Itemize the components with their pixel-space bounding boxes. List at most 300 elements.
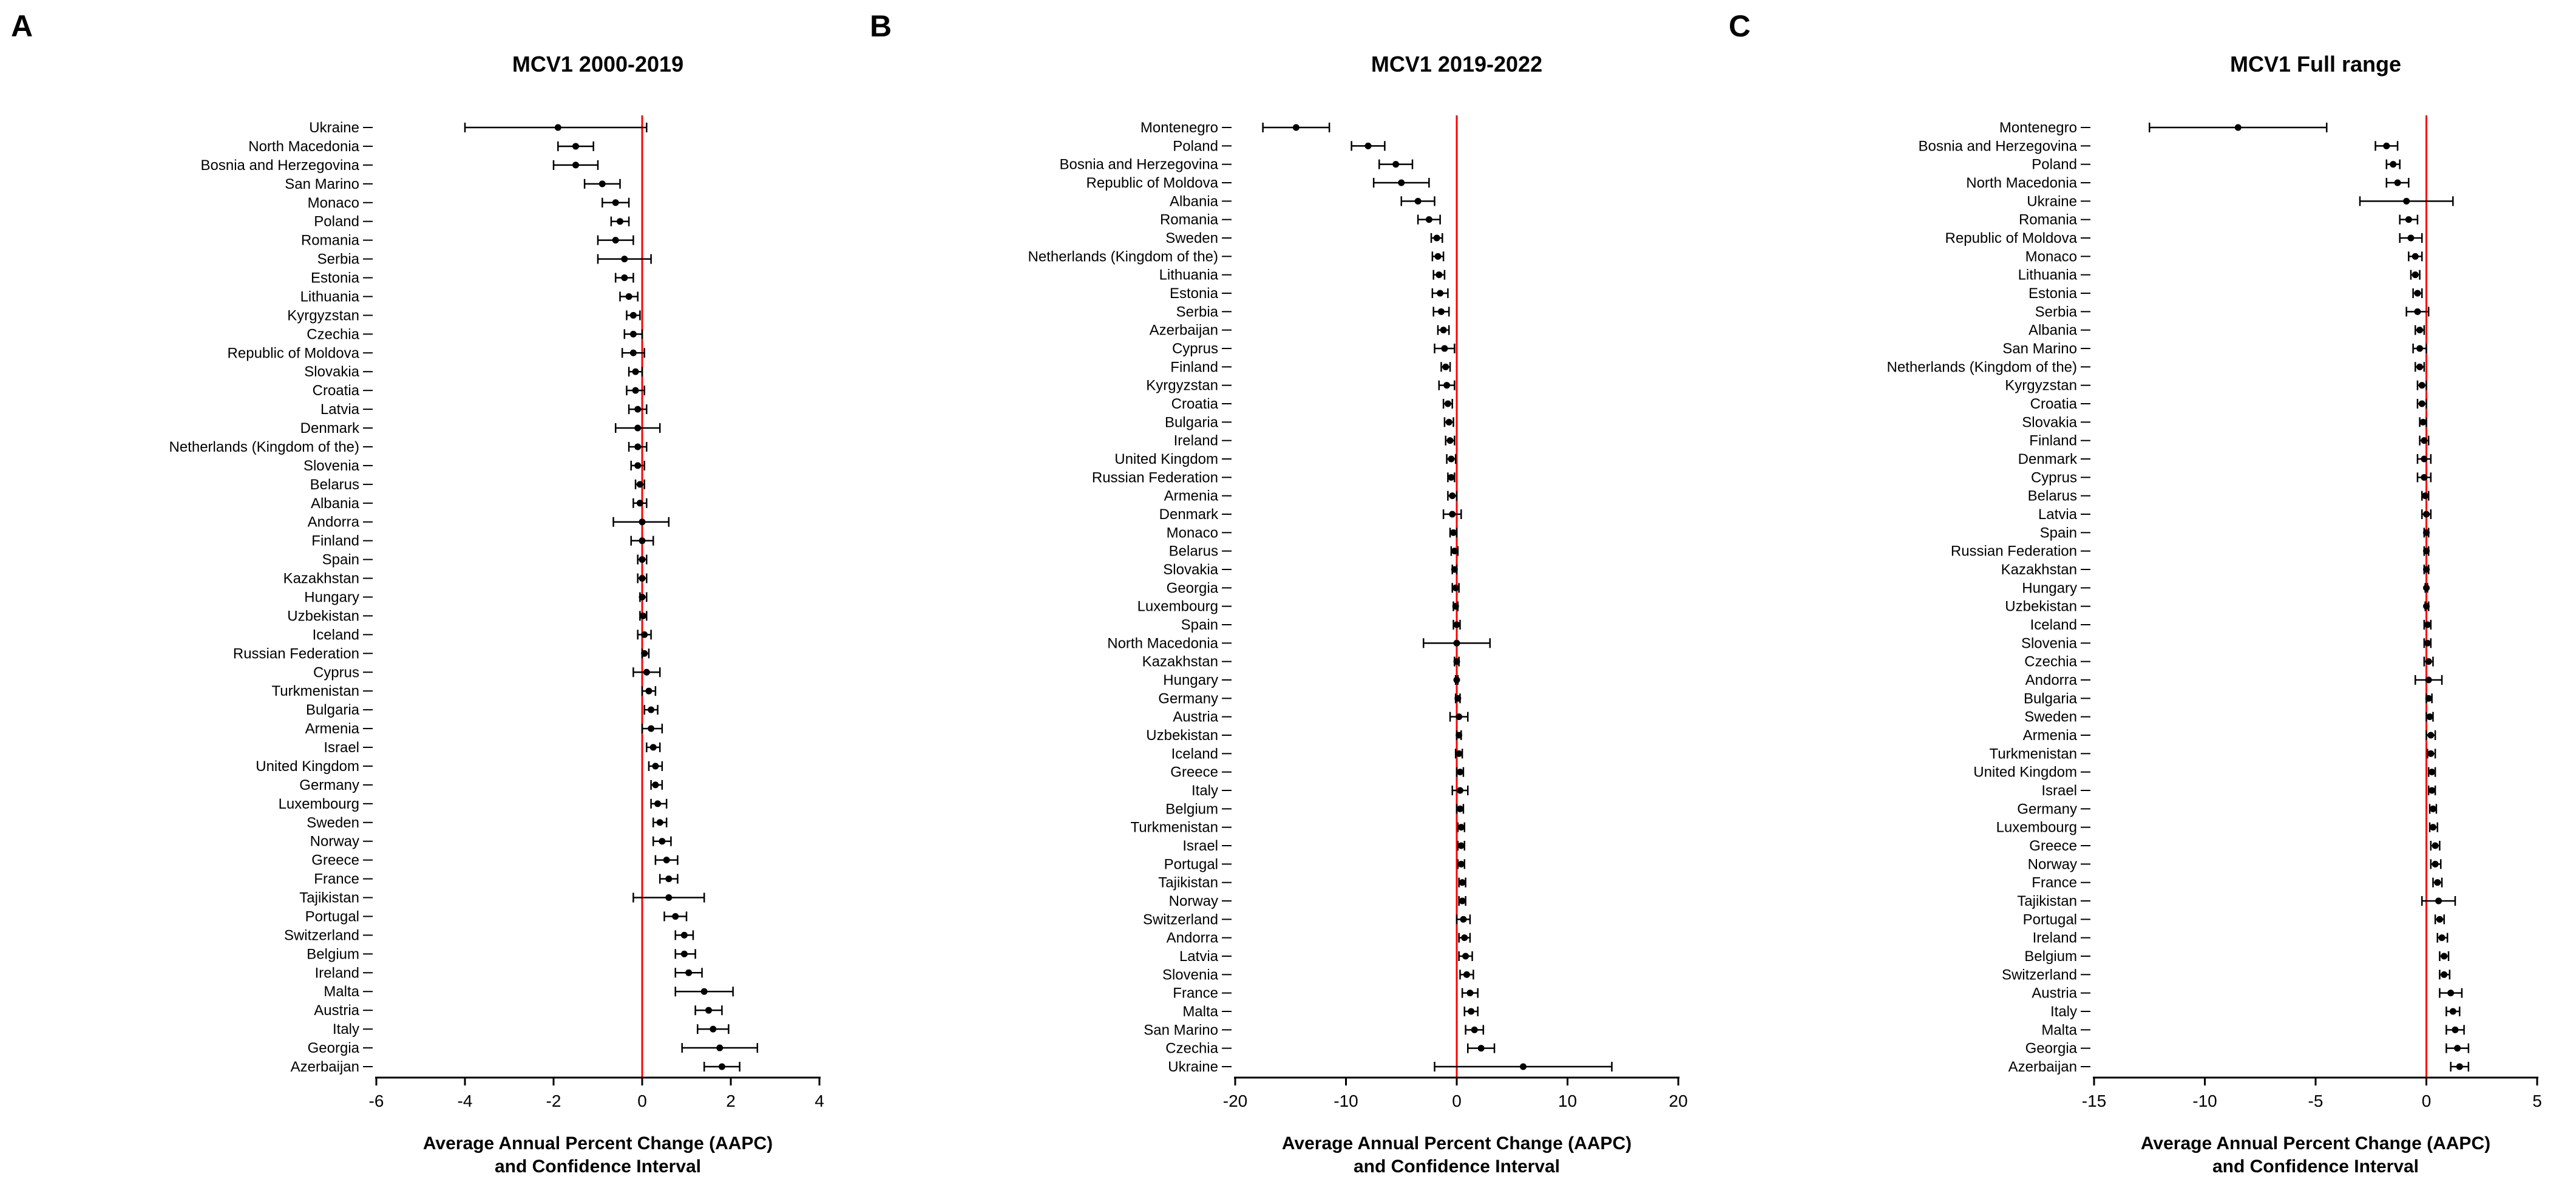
country-label: Denmark <box>1159 506 1218 523</box>
point-estimate-marker <box>2422 492 2429 499</box>
point-estimate-marker <box>630 312 637 319</box>
point-estimate-marker <box>1461 934 1468 941</box>
country-label: Uzbekistan <box>1146 727 1218 744</box>
country-label: Israel <box>324 739 359 756</box>
point-estimate-marker <box>2419 401 2425 407</box>
country-label: Netherlands (Kingdom of the) <box>169 438 359 455</box>
country-label: Bosnia and Herzegovina <box>1059 156 1218 173</box>
country-label: Bosnia and Herzegovina <box>1918 138 2077 155</box>
point-estimate-marker <box>1471 1027 1478 1033</box>
country-label: San Marino <box>285 175 359 192</box>
country-label: Iceland <box>312 627 359 644</box>
country-label: United Kingdom <box>1114 451 1218 467</box>
country-label: Uzbekistan <box>287 608 359 625</box>
country-label: Estonia <box>310 270 359 287</box>
country-label: Portugal <box>1164 856 1218 873</box>
point-estimate-marker <box>648 725 654 732</box>
country-label: Kyrgyzstan <box>287 307 359 324</box>
point-estimate-marker <box>2456 1064 2463 1070</box>
point-estimate-marker <box>1398 180 1405 186</box>
point-estimate-marker <box>2432 861 2439 868</box>
x-tick-label: 4 <box>815 1092 824 1110</box>
point-estimate-marker <box>2425 658 2432 665</box>
point-estimate-marker <box>1466 990 1473 996</box>
point-estimate-marker <box>2423 529 2430 536</box>
point-estimate-marker <box>2416 345 2423 352</box>
country-label: Georgia <box>2025 1040 2077 1057</box>
country-label: Azerbaijan <box>290 1059 359 1075</box>
country-label: Serbia <box>317 251 359 268</box>
point-estimate-marker <box>1459 898 1466 905</box>
country-label: Bulgaria <box>1164 414 1218 431</box>
point-estimate-marker <box>1468 1008 1474 1015</box>
country-label: Tajikistan <box>1158 874 1218 891</box>
point-estimate-marker <box>2421 474 2427 481</box>
point-estimate-marker <box>2420 419 2427 426</box>
point-estimate-marker <box>2405 216 2412 223</box>
point-estimate-marker <box>630 331 637 338</box>
point-estimate-marker <box>2424 640 2431 647</box>
point-estimate-marker <box>621 274 628 281</box>
x-tick-label: 10 <box>1557 1092 1578 1110</box>
country-label: Azerbaijan <box>1149 322 1218 339</box>
country-label: Hungary <box>1163 672 1218 688</box>
x-tick-label: 0 <box>1452 1092 1462 1110</box>
chart-title: MCV1 2000-2019 <box>512 52 684 76</box>
point-estimate-marker <box>1459 879 1466 886</box>
x-axis-title-line1: Average Annual Percent Change (AAPC) <box>2140 1133 2491 1153</box>
point-estimate-marker <box>640 613 646 619</box>
country-label: Latvia <box>2038 506 2077 523</box>
country-label: Andorra <box>307 514 359 531</box>
country-label: Switzerland <box>1142 911 1218 928</box>
point-estimate-marker <box>1449 511 1456 518</box>
country-label: Tajikistan <box>299 889 359 906</box>
country-label: Belarus <box>1168 543 1218 560</box>
country-label: Italy <box>2050 1004 2077 1020</box>
point-estimate-marker <box>701 988 708 995</box>
point-estimate-marker <box>639 594 646 600</box>
country-label: Netherlands (Kingdom of the) <box>1028 248 1218 265</box>
panel-label-c: C <box>1729 9 1751 43</box>
country-label: Serbia <box>2035 304 2077 321</box>
point-estimate-marker <box>1454 622 1460 628</box>
country-label: Switzerland <box>283 927 359 944</box>
country-label: United Kingdom <box>1973 764 2077 781</box>
country-label: Turkmenistan <box>271 683 359 700</box>
country-label: Germany <box>299 776 359 793</box>
point-estimate-marker <box>1456 750 1462 757</box>
country-label: Belgium <box>2024 948 2077 965</box>
point-estimate-marker <box>652 781 659 788</box>
country-label: Turkmenistan <box>1130 819 1218 836</box>
country-label: Republic of Moldova <box>1945 230 2077 246</box>
country-label: Tajikistan <box>2017 893 2077 909</box>
country-label: Slovenia <box>2021 635 2077 652</box>
country-label: Luxembourg <box>278 795 359 812</box>
country-label: Ukraine <box>309 120 359 136</box>
chart-title: MCV1 Full range <box>2229 52 2402 76</box>
country-label: Albania <box>310 495 359 512</box>
country-label: Croatia <box>2030 396 2077 412</box>
country-label: Monaco <box>1166 525 1218 542</box>
point-estimate-marker <box>1458 824 1465 830</box>
point-estimate-marker <box>1392 161 1399 168</box>
country-label: Republic of Moldova <box>1086 175 1218 191</box>
country-label: Georgia <box>1166 580 1218 597</box>
point-estimate-marker <box>2412 271 2419 278</box>
point-estimate-marker <box>1454 677 1460 684</box>
point-estimate-marker <box>617 218 623 225</box>
point-estimate-marker <box>2423 603 2430 610</box>
country-label: Greece <box>2029 838 2077 854</box>
country-label: Slovakia <box>304 364 359 381</box>
country-label: Belarus <box>2027 487 2077 504</box>
country-label: Lithuania <box>300 288 359 305</box>
country-label: North Macedonia <box>248 138 359 155</box>
country-label: Azerbaijan <box>2008 1059 2077 1075</box>
point-estimate-marker <box>639 575 646 582</box>
point-estimate-marker <box>1458 861 1465 868</box>
point-estimate-marker <box>2429 769 2435 775</box>
point-estimate-marker <box>1450 529 1457 536</box>
point-estimate-marker <box>1448 474 1454 481</box>
point-estimate-marker <box>1441 345 1448 352</box>
point-estimate-marker <box>1437 290 1443 297</box>
x-tick-label: -15 <box>2081 1092 2107 1110</box>
country-label: Czechia <box>1165 1040 1218 1057</box>
country-label: Cyprus <box>2030 469 2077 486</box>
country-label: Denmark <box>300 420 359 437</box>
point-estimate-marker <box>632 387 639 394</box>
country-label: Turkmenistan <box>1989 746 2077 763</box>
point-estimate-marker <box>632 369 639 375</box>
point-estimate-marker <box>612 199 619 206</box>
point-estimate-marker <box>1447 437 1454 444</box>
point-estimate-marker <box>2427 750 2434 757</box>
panel-a <box>0 0 859 1199</box>
point-estimate-marker <box>1456 713 1462 720</box>
point-estimate-marker <box>1426 216 1432 223</box>
panel-label-b: B <box>870 9 892 43</box>
point-estimate-marker <box>1452 585 1459 591</box>
point-estimate-marker <box>2423 566 2430 573</box>
x-tick-label: -10 <box>1334 1092 1358 1110</box>
country-label: Spain <box>1181 617 1218 633</box>
country-label: North Macedonia <box>1966 175 2077 191</box>
x-tick-label: -5 <box>2308 1092 2323 1110</box>
country-label: Italy <box>332 1021 359 1038</box>
point-estimate-marker <box>716 1045 723 1051</box>
point-estimate-marker <box>2235 124 2242 131</box>
point-estimate-marker <box>572 143 579 149</box>
country-label: Kazakhstan <box>283 570 359 587</box>
point-estimate-marker <box>634 443 641 450</box>
country-label: Israel <box>2041 783 2077 799</box>
chart-title: MCV1 2019-2022 <box>1371 52 1543 76</box>
point-estimate-marker <box>572 161 579 168</box>
point-estimate-marker <box>657 819 663 826</box>
point-estimate-marker <box>639 518 646 525</box>
country-label: Norway <box>2027 856 2077 873</box>
point-estimate-marker <box>685 970 692 976</box>
x-axis-title-line1: Average Annual Percent Change (AAPC) <box>422 1133 773 1153</box>
forest-plot <box>0 0 859 1199</box>
country-label: Croatia <box>312 382 359 399</box>
country-label: Republic of Moldova <box>227 345 359 362</box>
point-estimate-marker <box>2421 456 2427 463</box>
country-label: Denmark <box>2018 451 2077 467</box>
country-label: Germany <box>1158 690 1218 707</box>
point-estimate-marker <box>2429 787 2435 794</box>
point-estimate-marker <box>2423 548 2430 554</box>
point-estimate-marker <box>2423 511 2430 518</box>
x-tick-label: -4 <box>457 1092 473 1110</box>
point-estimate-marker <box>2430 824 2436 830</box>
point-estimate-marker <box>2412 253 2419 260</box>
point-estimate-marker <box>599 180 606 187</box>
point-estimate-marker <box>1454 695 1461 702</box>
country-label: France <box>2032 874 2077 891</box>
country-label: Poland <box>2032 156 2077 173</box>
point-estimate-marker <box>1457 769 1463 775</box>
country-label: Norway <box>310 833 359 850</box>
point-estimate-marker <box>650 744 657 751</box>
point-estimate-marker <box>2425 677 2432 684</box>
point-estimate-marker <box>665 875 672 882</box>
x-tick-label: 0 <box>2421 1092 2432 1110</box>
country-label: Portugal <box>2022 911 2077 928</box>
point-estimate-marker <box>637 481 643 487</box>
country-label: Iceland <box>1171 746 1218 763</box>
country-label: Belgium <box>1165 801 1218 818</box>
country-label: Bosnia and Herzegovina <box>200 157 359 174</box>
country-label: Czechia <box>2024 653 2077 670</box>
country-label: Ireland <box>1173 432 1218 449</box>
x-tick-label: 0 <box>637 1092 647 1110</box>
country-label: Uzbekistan <box>2005 598 2077 615</box>
x-tick-label: -6 <box>368 1092 384 1110</box>
point-estimate-marker <box>705 1007 712 1014</box>
country-label: San Marino <box>2002 341 2077 357</box>
point-estimate-marker <box>634 406 641 413</box>
point-estimate-marker <box>1454 640 1460 647</box>
point-estimate-marker <box>2414 308 2421 315</box>
country-label: Russian Federation <box>1950 543 2077 560</box>
point-estimate-marker <box>2430 806 2436 812</box>
point-estimate-marker <box>2423 585 2430 591</box>
point-estimate-marker <box>612 237 619 243</box>
point-estimate-marker <box>719 1064 725 1070</box>
country-label: Armenia <box>305 721 359 738</box>
country-label: Slovenia <box>1162 966 1218 983</box>
point-estimate-marker <box>1293 124 1300 131</box>
x-tick-label: -20 <box>1222 1092 1248 1110</box>
country-label: North Macedonia <box>1107 635 1218 652</box>
country-label: Poland <box>314 213 359 230</box>
point-estimate-marker <box>2416 327 2423 333</box>
point-estimate-marker <box>681 951 688 957</box>
country-label: Ireland <box>2032 929 2077 946</box>
point-estimate-marker <box>1457 787 1463 794</box>
point-estimate-marker <box>1442 364 1449 370</box>
country-label: Malta <box>2041 1022 2077 1039</box>
country-label: Greece <box>311 852 359 869</box>
point-estimate-marker <box>2419 382 2425 389</box>
country-label: Netherlands (Kingdom of the) <box>1886 359 2077 376</box>
country-label: Kyrgyzstan <box>1146 377 1218 394</box>
point-estimate-marker <box>643 669 650 676</box>
point-estimate-marker <box>654 800 661 807</box>
country-label: Andorra <box>1166 929 1218 946</box>
country-label: Cyprus <box>1171 341 1218 357</box>
country-label: Armenia <box>1164 487 1218 504</box>
point-estimate-marker <box>1443 382 1450 389</box>
point-estimate-marker <box>2403 198 2410 205</box>
point-estimate-marker <box>634 425 641 432</box>
point-estimate-marker <box>2454 1045 2461 1051</box>
point-estimate-marker <box>637 500 643 506</box>
point-estimate-marker <box>1463 971 1470 978</box>
point-estimate-marker <box>663 857 670 863</box>
country-label: Kazakhstan <box>2001 562 2077 578</box>
point-estimate-marker <box>2390 161 2396 168</box>
country-label: Ireland <box>314 965 359 982</box>
country-label: Montenegro <box>1999 120 2077 136</box>
country-label: Serbia <box>1176 304 1218 321</box>
country-label: Bulgaria <box>305 702 359 719</box>
point-estimate-marker <box>1458 843 1465 849</box>
country-label: Ukraine <box>2027 193 2077 210</box>
country-label: Portugal <box>305 908 359 925</box>
country-label: France <box>1173 985 1218 1002</box>
country-label: Bulgaria <box>2023 690 2077 707</box>
point-estimate-marker <box>2426 713 2433 720</box>
country-label: Albania <box>2028 322 2077 339</box>
point-estimate-marker <box>2432 843 2439 849</box>
point-estimate-marker <box>2407 235 2414 242</box>
country-label: Finland <box>2029 432 2077 449</box>
x-tick-label: -2 <box>546 1092 561 1110</box>
point-estimate-marker <box>710 1026 716 1033</box>
point-estimate-marker <box>2425 695 2432 702</box>
country-label: Montenegro <box>1140 120 1218 136</box>
country-label: Finland <box>1170 359 1218 376</box>
point-estimate-marker <box>1460 916 1466 923</box>
country-label: Romania <box>300 232 359 249</box>
country-label: Monaco <box>307 194 359 211</box>
point-estimate-marker <box>2383 143 2390 149</box>
country-label: Romania <box>1159 211 1218 228</box>
point-estimate-marker <box>626 293 632 300</box>
country-label: Lithuania <box>2018 267 2077 284</box>
country-label: Croatia <box>1171 396 1218 412</box>
point-estimate-marker <box>1457 806 1463 812</box>
point-estimate-marker <box>652 763 659 769</box>
x-tick-label: 5 <box>2532 1092 2542 1110</box>
point-estimate-marker <box>621 256 628 262</box>
country-label: Armenia <box>2022 727 2077 744</box>
country-label: Malta <box>1182 1004 1218 1020</box>
forest-plot <box>1718 0 2576 1199</box>
point-estimate-marker <box>681 932 688 939</box>
forest-plot <box>859 0 1718 1199</box>
point-estimate-marker <box>555 124 561 131</box>
point-estimate-marker <box>645 688 652 695</box>
point-estimate-marker <box>2434 879 2441 886</box>
point-estimate-marker <box>1452 603 1459 610</box>
panel-b <box>859 0 1718 1199</box>
country-label: Sweden <box>1165 230 1218 246</box>
country-label: Iceland <box>2030 617 2077 633</box>
country-label: San Marino <box>1144 1022 1218 1039</box>
country-label: Luxembourg <box>1137 598 1218 615</box>
point-estimate-marker <box>1520 1064 1527 1070</box>
country-label: Belgium <box>307 946 359 963</box>
country-label: Kazakhstan <box>1142 653 1218 670</box>
x-tick-label: -10 <box>2192 1092 2217 1110</box>
country-label: Russian Federation <box>1091 469 1218 486</box>
point-estimate-marker <box>1478 1045 1485 1051</box>
x-axis-title-line2: and Confidence Interval <box>2212 1157 2419 1177</box>
point-estimate-marker <box>1365 143 1372 149</box>
country-label: Austria <box>2032 985 2077 1002</box>
country-label: Ukraine <box>1168 1059 1218 1075</box>
point-estimate-marker <box>659 838 665 844</box>
country-label: Hungary <box>2022 580 2077 597</box>
point-estimate-marker <box>1462 953 1469 960</box>
country-label: Finland <box>311 532 359 549</box>
point-estimate-marker <box>2452 1027 2458 1033</box>
point-estimate-marker <box>641 631 648 638</box>
point-estimate-marker <box>1448 456 1454 463</box>
country-label: Greece <box>1170 764 1218 781</box>
x-axis-title-line2: and Confidence Interval <box>494 1157 702 1177</box>
country-label: Estonia <box>1169 285 1218 302</box>
country-label: Norway <box>1168 893 1218 909</box>
country-label: Estonia <box>2028 285 2077 302</box>
point-estimate-marker <box>648 707 654 713</box>
country-label: Belarus <box>310 476 359 493</box>
point-estimate-marker <box>2441 953 2447 960</box>
point-estimate-marker <box>641 650 648 657</box>
country-label: Slovakia <box>2022 414 2077 431</box>
country-label: Russian Federation <box>232 645 359 662</box>
country-label: Luxembourg <box>1996 819 2077 836</box>
x-axis-title-line1: Average Annual Percent Change (AAPC) <box>1281 1133 1632 1153</box>
point-estimate-marker <box>1435 271 1442 278</box>
country-label: Romania <box>2018 211 2077 228</box>
country-label: Sweden <box>307 814 359 831</box>
point-estimate-marker <box>665 894 672 901</box>
point-estimate-marker <box>2447 990 2454 996</box>
point-estimate-marker <box>1451 566 1458 573</box>
country-label: Hungary <box>304 589 359 606</box>
point-estimate-marker <box>1438 308 1445 315</box>
country-label: France <box>314 871 359 888</box>
point-estimate-marker <box>1434 235 1440 242</box>
point-estimate-marker <box>639 556 646 563</box>
x-axis-title-line2: and Confidence Interval <box>1353 1157 1561 1177</box>
point-estimate-marker <box>1451 548 1458 554</box>
point-estimate-marker <box>1446 419 1452 426</box>
panel-c <box>1718 0 2576 1199</box>
country-label: United Kingdom <box>256 758 359 775</box>
country-label: Israel <box>1182 838 1218 854</box>
point-estimate-marker <box>2441 971 2447 978</box>
country-label: Cyprus <box>313 664 359 681</box>
point-estimate-marker <box>1454 658 1460 665</box>
